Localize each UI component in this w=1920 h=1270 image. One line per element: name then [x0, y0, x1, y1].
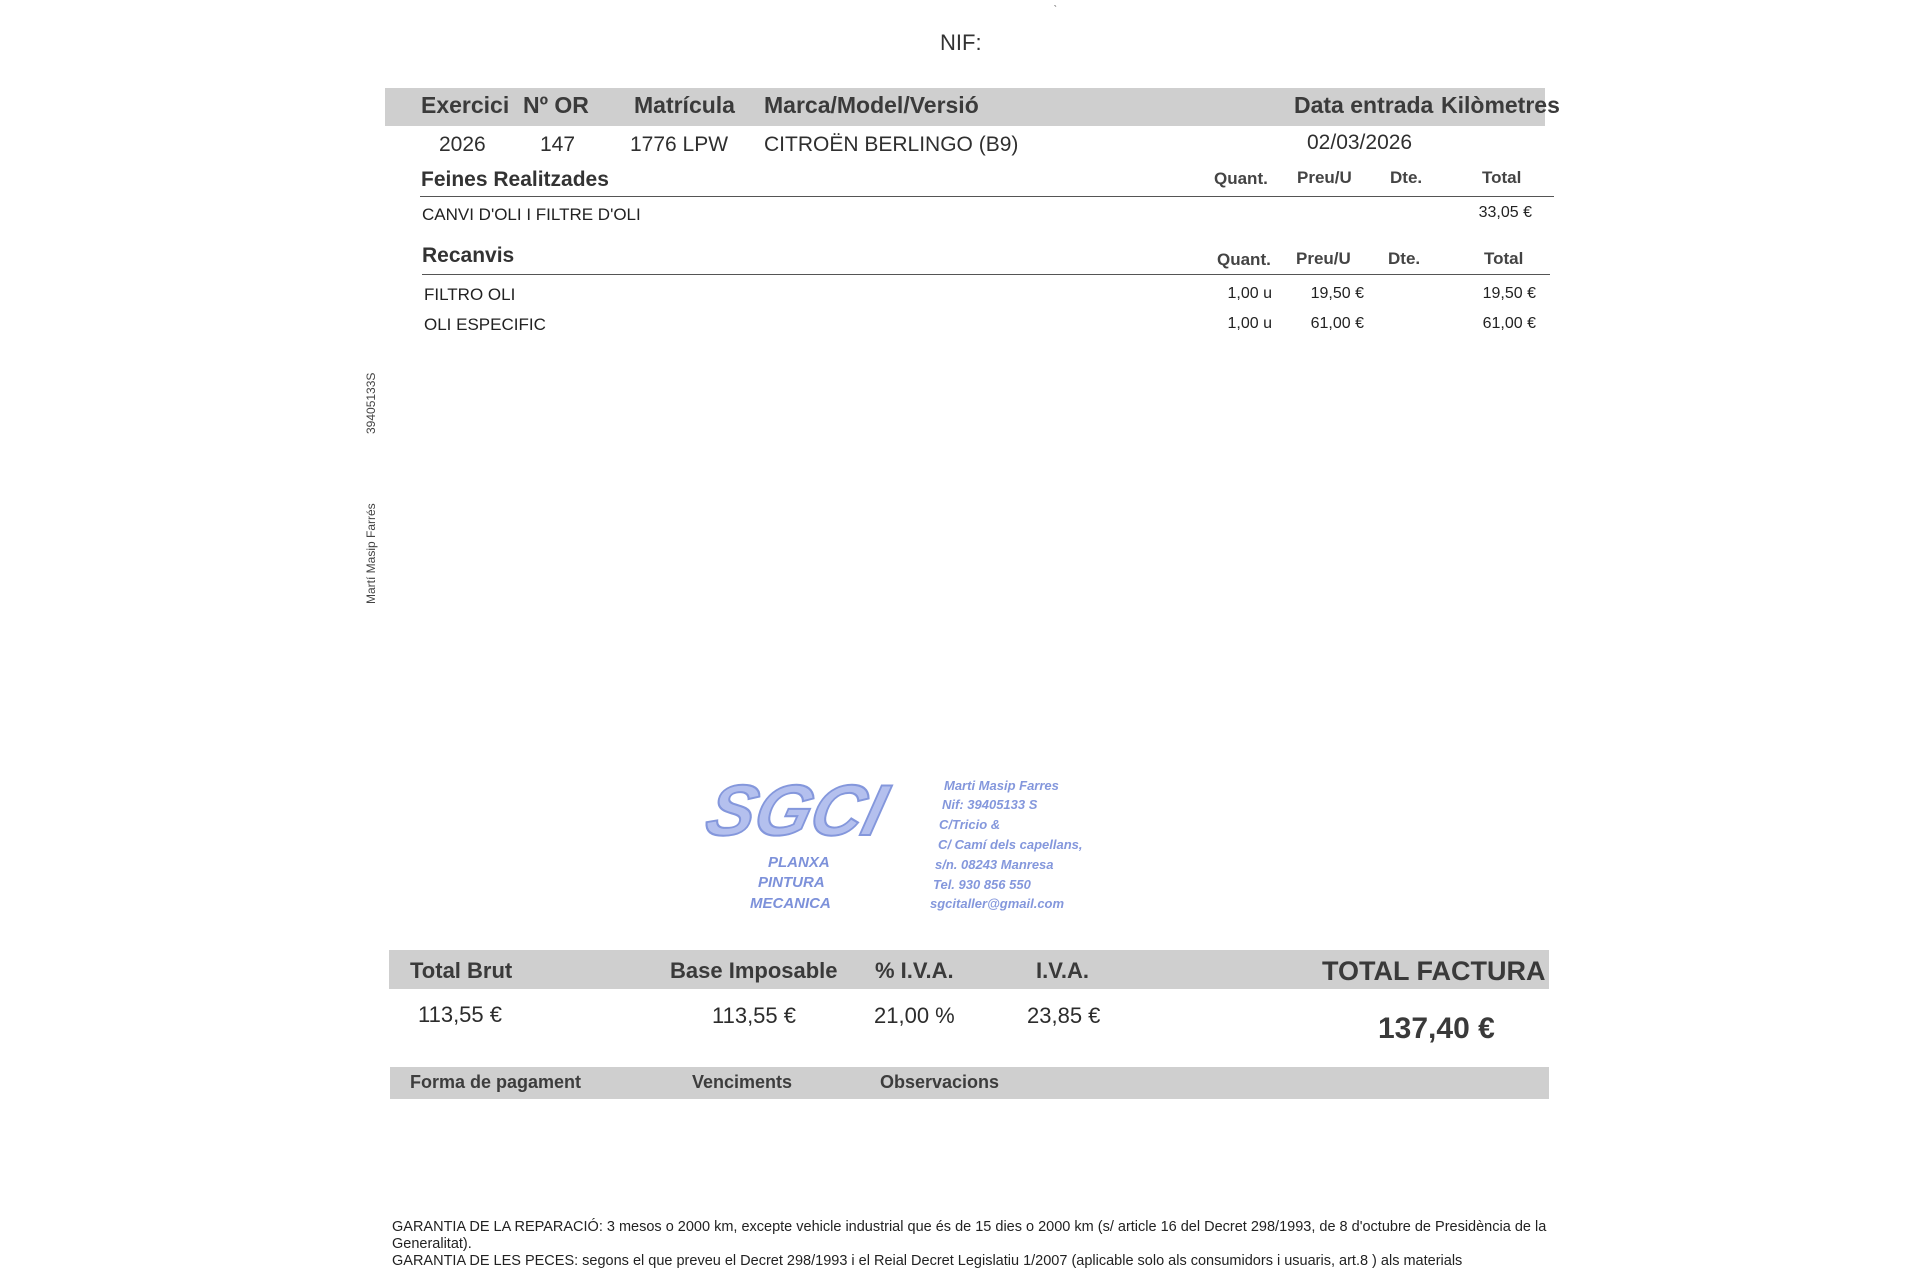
- value-matricula: 1776 LPW: [630, 133, 729, 156]
- stamp-line: sgcitaller@gmail.com: [930, 896, 1065, 911]
- header-exercici: Exercici: [421, 92, 510, 118]
- header-kilometres: Kilòmetres: [1441, 92, 1560, 118]
- recanvis-col-total: Total: [1484, 249, 1524, 268]
- footer-warranty: [392, 1219, 1554, 1270]
- value-data-entrada: 02/03/2026: [1307, 131, 1413, 154]
- feines-rule: [420, 196, 1554, 197]
- value-pct-iva: 21,00 %: [874, 1003, 955, 1028]
- stamp-line: Nif: 39405133 S: [942, 797, 1038, 812]
- stamp-line: C/Tricio &: [939, 817, 1001, 832]
- recanvis-item-description: OLI ESPECIFIC: [424, 315, 546, 334]
- value-exercici: 2026: [439, 133, 486, 156]
- recanvis-item-quant: 1,00 u: [1227, 315, 1272, 332]
- recanvis-col-dte: Dte.: [1388, 249, 1421, 268]
- stamp-service: MECANICA: [750, 895, 831, 912]
- label-base-imposable: Base Imposable: [670, 958, 838, 983]
- value-iva: 23,85 €: [1027, 1003, 1101, 1028]
- feines-item-total: 33,05 €: [1478, 204, 1532, 221]
- feines-col-dte: Dte.: [1390, 168, 1423, 187]
- recanvis-item-quant: 1,00 u: [1227, 285, 1272, 302]
- header-num-or: Nº OR: [523, 92, 589, 118]
- stamp-line: Marti Masip Farres: [944, 778, 1059, 793]
- value-num-or: 147: [540, 133, 576, 156]
- recanvis-item-preu: 61,00 €: [1310, 315, 1364, 332]
- recanvis-col-preu: Preu/U: [1296, 249, 1351, 268]
- label-pct-iva: % I.V.A.: [875, 958, 954, 983]
- label-observacions: Observacions: [880, 1072, 1000, 1092]
- recanvis-item-preu: 19,50 €: [1310, 285, 1364, 302]
- recanvis-rule: [422, 274, 1550, 275]
- value-marca-model: CITROËN BERLINGO (B9): [764, 133, 1019, 156]
- recanvis-item-total: 61,00 €: [1482, 315, 1536, 332]
- header-marca-model: Marca/Model/Versió: [764, 92, 979, 118]
- value-total-brut: 113,55 €: [418, 1002, 503, 1027]
- footer-warranty-repair: GARANTIA DE LA REPARACIÓ: 3 mesos o 2000 km, excepte vehicle industrial que és de 15 dies o 2000 km (s/ article 16 del Decret 298/1993, de 8 d'octubre de Presidència de la Generalitat).: [392, 1219, 1547, 1252]
- feines-item-description: CANVI D'OLI I FILTRE D'OLI: [422, 205, 641, 224]
- nif-label: NIF:: [940, 30, 982, 55]
- stamp-service: PINTURA: [758, 874, 825, 891]
- label-venciments: Venciments: [692, 1072, 793, 1092]
- label-forma-pagament: Forma de pagament: [410, 1072, 582, 1092]
- stamp-line: C/ Camí dels capellans,: [938, 837, 1083, 852]
- label-total-brut: Total Brut: [410, 958, 513, 983]
- stamp-graphic: [680, 765, 1120, 915]
- recanvis-col-quant: Quant.: [1217, 250, 1271, 269]
- recanvis-item-description: FILTRO OLI: [424, 285, 516, 304]
- side-name: Martí Masip Farrés: [364, 503, 378, 604]
- label-iva: I.V.A.: [1036, 958, 1089, 983]
- label-total-factura: TOTAL FACTURA: [1322, 956, 1546, 986]
- stamp-line: s/n. 08243 Manresa: [935, 857, 1054, 872]
- stamp-line: Tel. 930 856 550: [933, 877, 1031, 892]
- section-feines-title: Feines Realitzades: [421, 168, 609, 191]
- value-base-imposable: 113,55 €: [712, 1003, 797, 1028]
- header-matricula: Matrícula: [634, 92, 735, 118]
- feines-col-preu: Preu/U: [1297, 168, 1352, 187]
- section-recanvis-title: Recanvis: [422, 244, 515, 267]
- feines-col-quant: Quant.: [1214, 169, 1268, 188]
- stamp-logo: SGCI: [698, 770, 895, 851]
- feines-col-total: Total: [1482, 168, 1522, 187]
- scan-speck: ˋ: [1053, 2, 1058, 18]
- header-data-entrada: Data entrada: [1294, 92, 1434, 118]
- value-total-factura: 137,40 €: [1378, 1012, 1495, 1045]
- recanvis-item-total: 19,50 €: [1482, 285, 1536, 302]
- stamp-service: PLANXA: [768, 854, 830, 871]
- footer-warranty-parts: GARANTIA DE LES PECES: segons el que preveu el Decret 298/1993 i el Reial Decret Legislatiu 1/2007 (aplicable solo als consumidors i usuaris, art.8 ) als materials: [392, 1253, 1463, 1269]
- side-nif-number: 39405133S: [364, 372, 378, 434]
- company-stamp: [680, 765, 1120, 915]
